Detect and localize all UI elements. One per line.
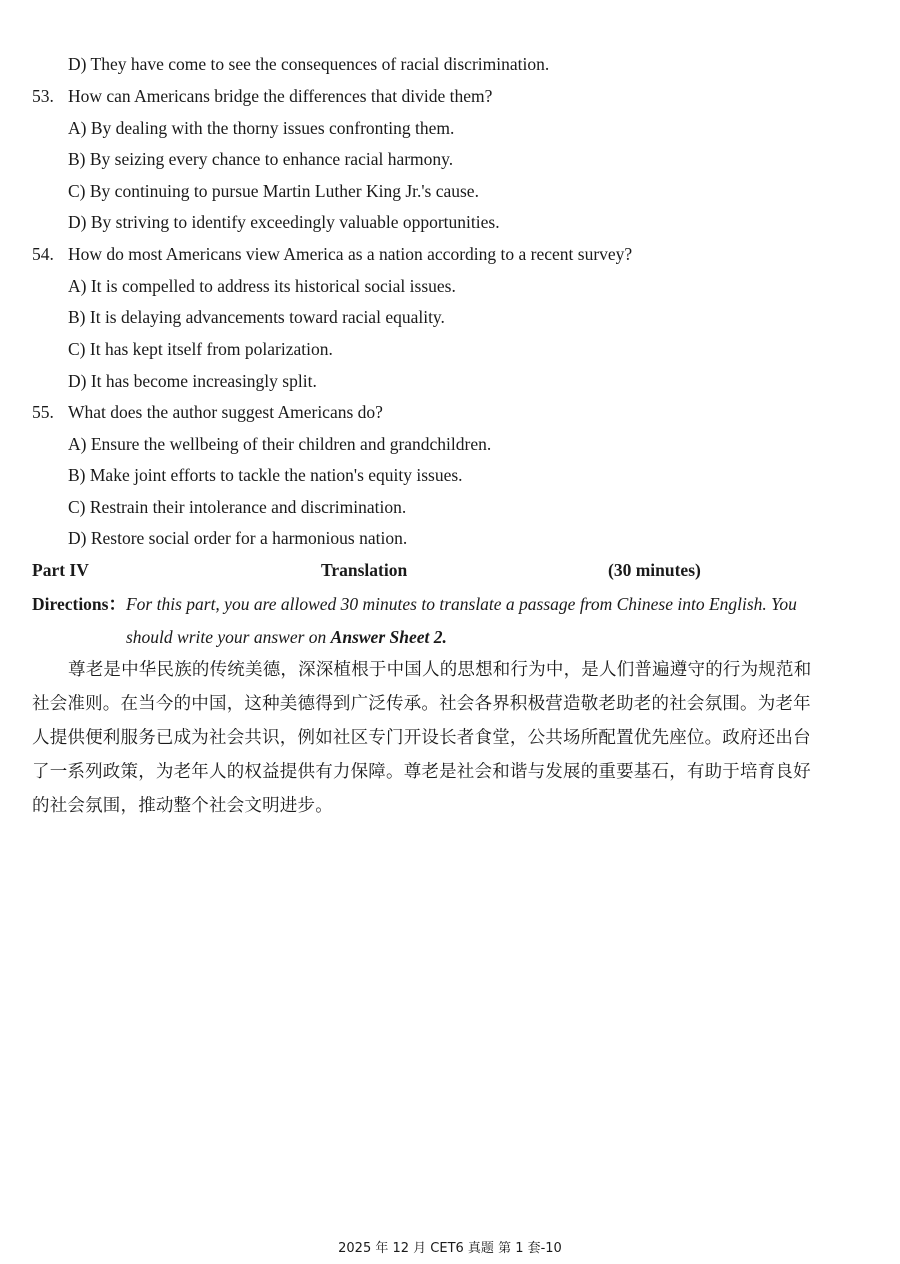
q53-number: 53. [32, 86, 54, 106]
q53-option-b: B) By seizing every chance to enhance racial harmony. [68, 149, 454, 169]
passage-line-1: 尊老是中华民族的传统美德，深深植根于中国人的思想和行为中，是人们普遍遵守的行为规范和 [68, 660, 812, 680]
q52-option-d: D) They have come to see the consequences of racial discrimination. [68, 54, 550, 74]
passage-line-2: 社会准则。在当今的中国，这种美德得到广泛传承。社会各界积极营造敬老助老的社会氛围。为老年 [32, 694, 811, 714]
q53-option-d: D) By striving to identify exceedingly valuable opportunities. [68, 212, 500, 232]
directions-text-1: For this part, you are allowed 30 minutes to translate a passage from Chinese into English. You [125, 594, 797, 614]
directions-text-2: should write your answer on [126, 627, 331, 647]
q54-option-d: D) It has become increasingly split. [68, 371, 317, 391]
q55-option-b: B) Make joint efforts to tackle the nation's equity issues. [68, 465, 463, 485]
section-time: (30 minutes) [608, 560, 701, 580]
part-label: Part IV [32, 560, 89, 580]
directions-line-1 [32, 593, 797, 615]
q54-option-c: C) It has kept itself from polarization. [68, 339, 333, 359]
answer-sheet-ref: Answer Sheet 2. [330, 627, 447, 647]
q53-option-c: C) By continuing to pursue Martin Luther King Jr.'s cause. [68, 181, 479, 201]
passage-line-3: 人提供便利服务已成为社会共识，例如社区专门开设长者食堂，公共场所配置优先座位。政府还出台 [32, 728, 811, 748]
passage-line-5: 的社会氛围，推动整个社会文明进步。 [32, 796, 333, 816]
q54-option-a: A) It is compelled to address its historical social issues. [68, 276, 456, 296]
q55-number: 55. [32, 402, 54, 422]
q55-option-a: A) Ensure the wellbeing of their children and grandchildren. [68, 434, 492, 454]
q55-text: What does the author suggest Americans do? [68, 402, 383, 422]
q55-option-d: D) Restore social order for a harmonious nation. [68, 528, 408, 548]
q53-option-a: A) By dealing with the thorny issues confronting them. [68, 118, 455, 138]
directions-line-2 [126, 626, 447, 648]
q55-option-c: C) Restrain their intolerance and discrimination. [68, 497, 407, 517]
q54-text: How do most Americans view America as a nation according to a recent survey? [68, 244, 633, 264]
q54-option-b: B) It is delaying advancements toward racial equality. [68, 307, 445, 327]
section-title: Translation [321, 560, 408, 580]
page-footer: 2025 年 12 月 CET6 真题 第 1 套-10 [338, 1241, 562, 1256]
q53-text: How can Americans bridge the differences that divide them? [68, 86, 493, 106]
directions-label: Directions： [32, 594, 126, 614]
q54-number: 54. [32, 244, 54, 264]
passage-line-4: 了一系列政策，为老年人的权益提供有力保障。尊老是社会和谐与发展的重要基石，有助于培育良好 [32, 762, 811, 782]
